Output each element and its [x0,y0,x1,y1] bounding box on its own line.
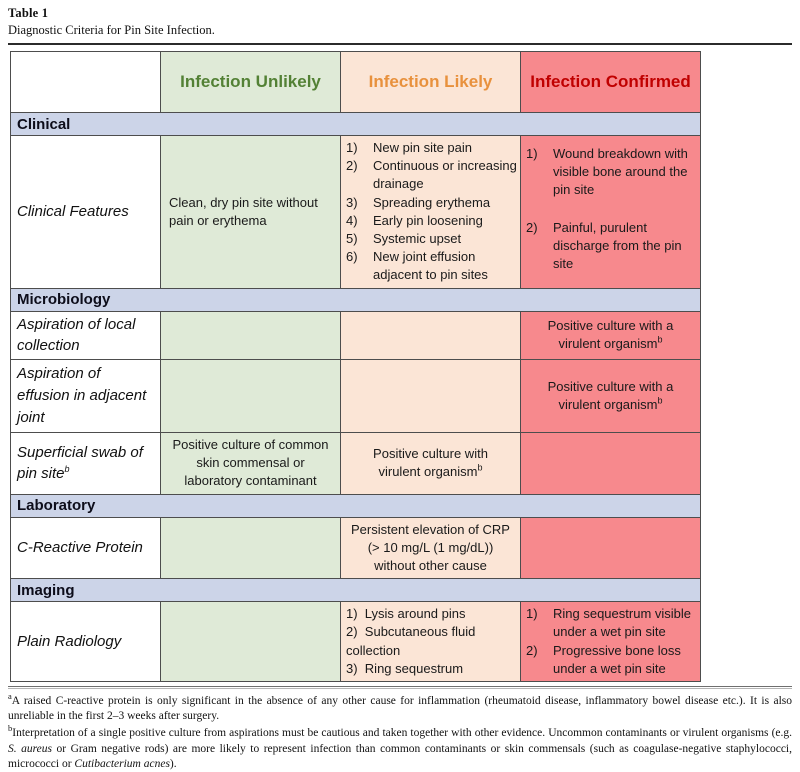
footnote-b-text: Interpretation of a single positive culture from aspirations must be cautious and taken together with other evidence. Uncommon contaminants or virulent organisms (e.g. [12,727,792,740]
footnote-a-marker: a [8,691,12,702]
list-item: Lysis around pins [364,606,466,622]
cell-crp-confirmed [521,517,701,579]
row-label-clinical-features: Clinical Features [11,136,161,289]
cell-superficial-swab-unlikely: Positive culture of common skin commensal or laboratory contaminant [161,433,341,495]
cell-clinical-features-likely [341,136,521,289]
cell-crp-unlikely [161,517,341,579]
row-label-text: Superficial swab of pin site [17,443,143,483]
cell-aspiration-effusion-unlikely [161,360,341,433]
cell-aspiration-local-likely [341,311,521,360]
cell-crp-likely: Persistent elevation of CRP (> 10 mg/L (1 mg/dL)) without other cause [341,517,521,579]
cell-text: Positive culture with virulent organism [373,446,488,480]
section-header-clinical: Clinical [11,113,701,136]
footnote-rule [8,686,792,689]
row-plain-radiology [11,602,701,682]
cell-aspiration-local-confirmed [521,311,701,360]
cell-aspiration-local-unlikely [161,311,341,360]
list-item: Subcutaneous fluid collection [346,624,476,658]
list-item: Ring sequestrum visible under a wet pin site [553,606,692,640]
cell-clinical-features-confirmed [521,136,701,289]
list-item: Spreading erythema [373,194,491,210]
cell-radiology-likely [341,602,521,682]
list-item: Ring sequestrum [364,660,464,676]
row-label-aspiration-effusion: Aspiration of effusion in adjacent joint [11,360,161,433]
footnote-b-italic-species: Cutibacterium acnes [74,758,170,770]
cell-text: Positive culture with a virulent organism [547,378,674,412]
cell-superficial-swab-confirmed [521,433,701,495]
list-item: Continuous or increasing drainage [373,158,517,192]
row-label-superficial-swab [11,433,161,495]
row-aspiration-effusion [11,360,701,433]
table-caption-label: Table 1 [8,6,49,20]
list-item: Systemic upset [373,230,462,246]
section-row-imaging [11,579,701,602]
cell-superficial-swab-likely [341,433,521,495]
section-row-microbiology [11,288,701,311]
caption-rule [8,43,792,45]
row-aspiration-local [11,311,701,360]
footnote-b [8,723,792,772]
column-header-infection-unlikely: Infection Unlikely [161,52,341,113]
diagnostic-criteria-table [10,51,701,682]
superscript: b [64,464,70,475]
row-label-c-reactive-protein: C-Reactive Protein [11,517,161,579]
section-row-clinical [11,113,701,136]
list-item: New joint effusion adjacent to pin sites [373,249,488,283]
footnote-b-text: ). [169,758,177,770]
footnote-a [8,691,792,725]
numbered-list [346,605,517,678]
numbered-list [526,139,697,273]
footnote-b-text: or Gram negative rods) are more likely to represent infection than common contaminants or skin commensals (such as coagulase-negative staphylococci, micrococci or [8,742,792,770]
cell-radiology-unlikely [161,602,341,682]
cell-clinical-features-unlikely: Clean, dry pin site without pain or erythema [161,136,341,289]
list-item: Progressive bone loss under a wet pin site [553,642,681,676]
section-row-laboratory [11,494,701,517]
numbered-list [526,605,697,678]
section-header-microbiology: Microbiology [11,288,701,311]
list-item: New pin site pain [373,140,472,155]
superscript: b [657,395,663,406]
footnote-b-italic-species: S. aureus [8,742,53,755]
row-clinical-features [11,136,701,289]
section-header-imaging: Imaging [11,579,701,602]
superscript: b [477,462,483,473]
row-label-plain-radiology: Plain Radiology [11,602,161,682]
footnotes [8,691,792,772]
list-item: Wound breakdown with visible bone around the pin site [553,146,688,198]
row-c-reactive-protein [11,517,701,579]
table-caption-title: Diagnostic Criteria for Pin Site Infection. [8,23,215,37]
superscript: b [657,334,663,345]
column-header-infection-likely: Infection Likely [341,52,521,113]
row-label-aspiration-local: Aspiration of local collection [11,311,161,360]
cell-text: Positive culture with a virulent organism [547,318,674,352]
row-superficial-swab [11,433,701,495]
header-row [11,52,701,113]
list-item: Painful, purulent discharge from the pin site [553,219,682,271]
list-item: Early pin loosening [373,212,483,228]
cell-aspiration-effusion-confirmed [521,360,701,433]
numbered-list [346,139,517,285]
header-cell-empty [11,52,161,113]
section-header-laboratory: Laboratory [11,494,701,517]
column-header-infection-confirmed: Infection Confirmed [521,52,701,113]
footnote-b-marker: b [8,723,13,734]
cell-aspiration-effusion-likely [341,360,521,433]
cell-radiology-confirmed [521,602,701,682]
footnote-a-text: A raised C-reactive protein is only significant in the absence of any other cause for inflammation (rheumatoid disease, inflammatory bowel disease etc.). It is also unreliable in the first 2–3 weeks after surgery. [8,694,792,723]
